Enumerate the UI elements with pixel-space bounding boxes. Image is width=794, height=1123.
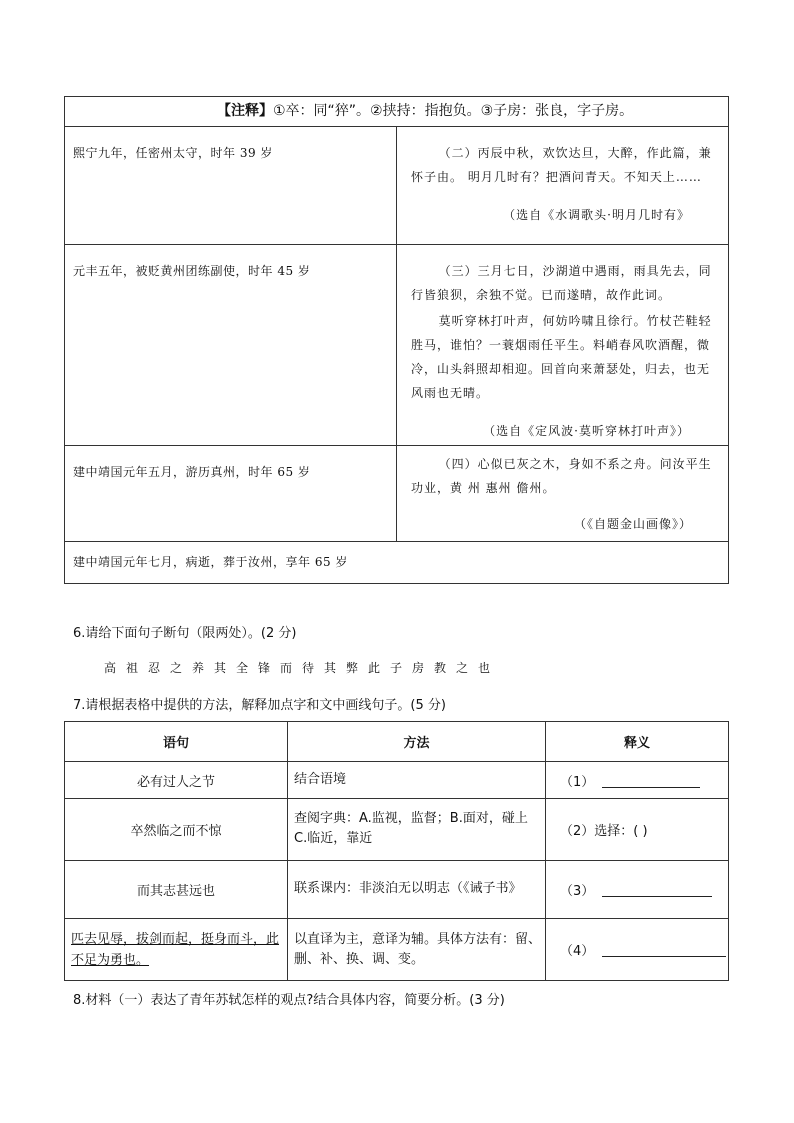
material-table [64,96,729,584]
question-7-prompt: 7.请根据表格中提供的方法，解释加点字和文中画线句子。(5 分) [73,698,446,713]
answer-cell[interactable] [546,798,729,860]
passage-text: （二）丙辰中秋，欢饮达旦，大醉，作此篇，兼怀子由。 明月几时有？把酒问青天。不知天上…… [411,146,712,184]
question-8-prompt: 8.材料（一）表达了青年苏轼怎样的观点?结合具体内容，简要分析。(3 分) [73,993,505,1008]
question-6-prompt: 6.请给下面句子断句（限两处）。(2 分) [73,626,297,641]
poem-text: 莫听穿林打叶声，何妨吟啸且徐行。竹杖芒鞋轻胜马，谁怕？一蓑烟雨任平生。料峭春风吹酒醒，微冷，山头斜照却相迎。回首向来萧瑟处，归去，也无风雨也无晴。 [411,314,712,400]
passage-text: （四）心似已灰之木，身如不系之舟。问汝平生功业，黄 州 惠州 儋州。 [411,457,712,495]
answer-label: （4） [560,944,595,960]
method-cell: 结合语境 [288,762,546,798]
era-cell: 元丰五年，被贬黄州团练副使，时年 45 岁 [73,264,311,278]
table-row [65,127,729,245]
table-row [65,860,729,919]
table-row [65,919,729,981]
sentence-cell: 卒然临之而不惊 [65,798,288,860]
answer-blank-3[interactable] [602,883,712,897]
sentence-cell: 必有过人之节 [65,762,288,798]
era-cell: 建中靖国元年五月，游历真州，时年 65 岁 [73,465,311,479]
answer-cell[interactable] [546,919,729,981]
answer-label: （1） [560,774,595,790]
death-note: 建中靖国元年七月，病逝，葬于汝州，享年 65 岁 [73,555,348,569]
answer-label: （3） [560,883,595,899]
method-cell: 联系课内：非淡泊无以明志（《诫子书》 [288,860,546,919]
underlined-sentence-cell: 匹去见辱，拔剑而起，挺身而斗，此不足为勇也。 [65,919,288,981]
method-cell: 以直译为主，意译为辅。具体方法有：留、删、补、换、调、变。 [288,919,546,981]
answer-blank-4[interactable] [602,943,726,957]
sentence-cell: 而其志甚远也 [65,860,288,919]
annotation-row [65,97,729,127]
header-method: 方法 [288,722,546,762]
table-row [65,762,729,798]
passage-source: （选自《水调歌头·明月几时有》 [503,208,690,222]
passage-text: （三）三月七日，沙湖道中遇雨，雨具先去，同行皆狼狈，余独不觉。已而遂晴，故作此词。 [411,264,712,302]
passage-source: （选自《定风波·莫听穿林打叶声》） [483,424,690,438]
header-sentence: 语句 [65,722,288,762]
annotation-label: 【注释】 [217,103,273,119]
sentence-to-punctuate: 高祖忍之养其全锋而待其弊此子房教之也 [104,661,501,675]
table-row [65,798,729,860]
answer-blank-1[interactable] [602,774,700,788]
table-row [65,542,729,584]
method-cell: 查阅字典：A.监视，监督；B.面对，碰上 C.临近，靠近 [288,798,546,860]
table-row [65,446,729,542]
annotation-text: ①卒：同“猝”。②挟持：指抱负。③子房：张良，字子房。 [273,103,634,119]
interpretation-table [64,721,729,981]
era-cell: 熙宁九年，任密州太守，时年 39 岁 [73,146,273,160]
table-row [65,245,729,446]
answer-cell[interactable] [546,762,729,798]
answer-cell[interactable] [546,860,729,919]
answer-choice-2[interactable]: （2）选择：( ) [560,823,648,839]
passage-source: （《自题金山画像》） [573,517,692,531]
header-meaning: 释义 [546,722,729,762]
